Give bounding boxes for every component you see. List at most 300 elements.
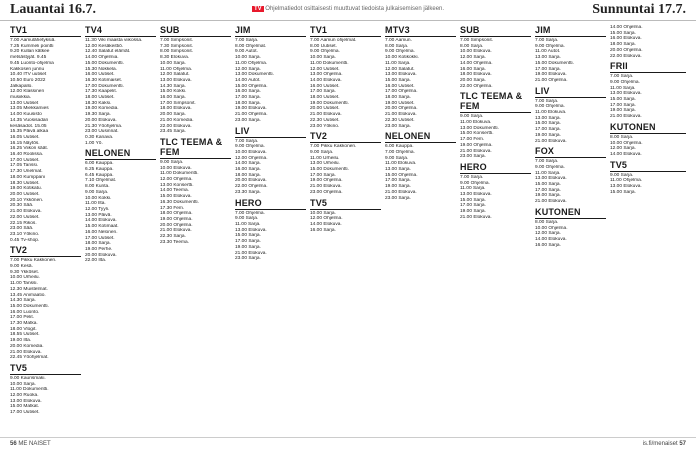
program-entry: 7.00 Ohjelma.: [235, 210, 265, 216]
program-entry: 14.35 Vuosisadan: [10, 117, 49, 123]
program-entry: 12.00 Kesäkeittiö.: [85, 43, 124, 49]
program-entry: 12.00 Ohjelma.: [160, 177, 193, 183]
channel-block: [610, 122, 686, 158]
program-entry: 22.00 Elokuva.: [160, 123, 192, 129]
program-entry: 18.00 Elokuva.: [460, 72, 492, 78]
program-entry: 23.00 Sarja.: [385, 123, 411, 129]
program-entry: 17.00 Sarja.: [535, 66, 561, 72]
program-entry: 15.00 Kotimaat.: [85, 224, 119, 230]
program-entry: 9.00 Ohjelma.: [535, 43, 565, 49]
program-entry: 10.40 ITV uutiset: [10, 72, 47, 78]
program-entry: 13.00 Elokuva.: [385, 72, 417, 78]
program-entry: 10.50 Euro 2022: [10, 77, 46, 83]
program-entry: 7.00 Pikku Kakkonen.: [310, 144, 357, 150]
program-entry: 18.00 Sarja.: [385, 95, 411, 101]
program-entry: 14.30 Sarja.: [160, 83, 186, 89]
program-entry: 17.00 Sarja.: [385, 178, 411, 184]
program-entry: 6.00 Kauppa.: [85, 161, 114, 167]
program-entry: 19.00 Perhe.: [85, 246, 113, 252]
program-entry: 8.00 Sarja.: [385, 43, 409, 49]
program-entry: 13.00 Päivä.: [85, 212, 112, 218]
channel-block: [10, 245, 81, 361]
program-entry: 19.00 Sarja.: [385, 184, 411, 190]
channel-block: [10, 25, 81, 243]
program-entry: 21.00 Ohjelma.: [235, 112, 268, 118]
program-entry: 7.00 Pikku Kakkonen.: [10, 258, 57, 264]
program-entry: 21.30 Yöohjelma.: [85, 123, 123, 129]
program-entry: 17.00 Uutiset.: [85, 235, 115, 241]
program-entry: 16.30 Dokumentti.: [160, 199, 199, 205]
program-entry: 9.00 Autot.: [235, 49, 258, 55]
program-entry: 7.30 Simpsonit.: [160, 43, 194, 49]
program-entry: 23.00 Sarja.: [235, 117, 261, 123]
program-entry: 20.00 Ohjelma.: [160, 222, 193, 228]
program-entry: 14.30 Sarja.: [10, 298, 36, 304]
program-entry: 11.00 Ilta.: [85, 201, 106, 207]
program-entry: 11.00 Dokumentti.: [310, 60, 349, 66]
program-entry: 17.00 Uutiset.: [10, 157, 40, 163]
listing-column: [310, 25, 381, 235]
program-entry: 17.00 Fem.: [460, 137, 485, 143]
program-entry: 13.00 Elokuva.: [235, 227, 267, 233]
channel-block: [535, 207, 606, 249]
program-entry: 8.00 Uutiset.: [310, 43, 337, 49]
program-entry: 21.00 Elokuva.: [385, 112, 417, 118]
program-entry: 20.00 Komedia.: [10, 343, 44, 349]
program-entry: 17.00 Uutiset.: [10, 410, 40, 416]
program-entry: 19.00 Ohjelma.: [310, 178, 343, 184]
program-entry: 14.00 Elokuva.: [535, 236, 567, 242]
program-entry: 17.00 Ohjelma.: [385, 89, 418, 95]
program-entry: 6.25 Kauppa.: [85, 167, 114, 173]
program-entry: 10.00 Sarja.: [310, 55, 336, 61]
channel-name: JIM: [235, 25, 306, 37]
program-entry: 15.00 Ohjelma.: [385, 172, 418, 178]
program-entry: 13.00 Elokuva.: [610, 184, 642, 190]
program-entry: 19.00 Elokuva.: [535, 72, 567, 78]
program-entry: 16.00 Nelonen.: [85, 229, 118, 235]
channel-block: [235, 25, 306, 124]
program-entry: 22.45 Yöohjelmat.: [10, 355, 49, 361]
program-entry: 11.00 Sarja.: [610, 85, 636, 91]
program-entry: 23.30 Sarja.: [235, 189, 261, 195]
program-entry: 9.00 Ohjelma.: [535, 104, 565, 110]
program-entry: 17.00 Sarja.: [235, 95, 261, 101]
tv-tag: TV: [253, 6, 262, 12]
program-entry: 7.00 Sarja.: [610, 74, 634, 80]
program-entry: 22.00 Ilta.: [85, 258, 107, 264]
channel-name: HERO: [460, 162, 531, 174]
program-entry: 11.00 Dokumentti.: [10, 387, 49, 393]
program-entry: 23.00 Uusinnat.: [85, 129, 119, 135]
channel-name: TV4: [85, 25, 156, 37]
program-entry: 13.00 Urheilu.: [310, 161, 340, 167]
program-entry: 21.00 Elokuva.: [160, 228, 192, 234]
program-entry: 18.00 Sarja.: [610, 42, 636, 48]
program-entry: 16.00 Sarja.: [460, 66, 486, 72]
program-entry: 9.00 Ohjelma.: [535, 164, 565, 170]
program-entry: 15.00 Konsertti.: [460, 131, 494, 137]
program-entry: Kakkosen junnu: [10, 66, 45, 72]
channel-block: [610, 25, 686, 59]
program-entry: 20.00 Sarja.: [460, 77, 486, 83]
program-entry: 15.00 Dokumentti.: [310, 167, 349, 173]
program-entry: 18.00 Sarja.: [235, 172, 261, 178]
listing-column: [160, 25, 231, 248]
program-entry: 23.00 Sarja.: [460, 154, 486, 160]
program-entry: 11.00 Ohjelma.: [235, 60, 268, 66]
program-entry: 21.00 Elokuva.: [460, 148, 492, 154]
program-entry: 19.00 Sarja.: [235, 244, 261, 250]
program-entry: 16.00 Sarja.: [235, 167, 261, 173]
program-entry: 11.00 Sarja.: [535, 170, 561, 176]
program-entry: 11.00 Sarja.: [460, 186, 486, 192]
channel-block: [460, 91, 531, 160]
program-entry: 8.00 Sarja.: [460, 43, 484, 49]
program-entry: 15.00 Sarja.: [535, 121, 561, 127]
program-entry: 18.00 Uutiset.: [85, 95, 115, 101]
program-entry: 17.00 Sarja.: [310, 172, 336, 178]
program-entry: 19.00 Elokuva.: [235, 106, 267, 112]
program-entry: 16.15 Näytös.: [10, 140, 40, 146]
program-entry: 11.00 Sarja.: [235, 221, 261, 227]
program-entry: 20.00 Elokuva.: [85, 252, 117, 258]
channel-name: TV5: [10, 363, 81, 375]
program-entry: 10.00 Ohjelma.: [610, 140, 643, 146]
program-entry: 22.30 Uutiset.: [310, 117, 340, 123]
program-entry: 15.00 Sarja.: [235, 233, 261, 239]
program-entry: 21.00 Elokuva.: [310, 184, 342, 190]
program-entry: 18.30 Kaksi.: [85, 100, 112, 106]
program-entry: 7.00 Aamulähetyksiä.: [10, 38, 56, 43]
program-entry: 14.00 Ohjelma.: [610, 25, 643, 30]
program-entry: 16.00 Elokuva.: [610, 36, 642, 42]
program-entry: 18.00 Kumppani: [10, 174, 45, 180]
channel-block: [385, 25, 456, 129]
program-entry: 14.00 Elokuva.: [610, 151, 642, 157]
program-entry: 17.30 Fem.: [160, 205, 185, 211]
program-entry: 13.00 Ohjelma.: [310, 72, 343, 78]
program-entry: 21.00 Elokuva.: [385, 189, 417, 195]
channel-block: [460, 25, 531, 89]
program-entry: 23.00 Sää.: [10, 226, 34, 232]
channel-name: TV5: [310, 198, 381, 210]
channel-block: [535, 25, 606, 84]
program-entry: 9.00 Kesä.: [10, 264, 33, 270]
program-entry: 15.35 Päivä alkaa: [10, 129, 49, 135]
channel-block: [310, 25, 381, 129]
program-entry: 11.00 Ohjelma.: [610, 178, 643, 184]
channel-block: [385, 131, 456, 201]
page-footer: [0, 437, 696, 450]
program-entry: 22.00 Elokuva.: [610, 53, 642, 59]
program-entry: 11.00 Ohjelma.: [160, 66, 193, 72]
channel-block: [460, 162, 531, 221]
program-entry: 19.00 Sarja.: [535, 132, 561, 138]
program-entry: 15.00 Elokuva.: [160, 194, 192, 200]
program-entry: 23.00 Sarja.: [385, 195, 411, 201]
program-entry: 8.00 Kunta.: [85, 184, 110, 190]
program-entry: 16.00 Uutiset.: [385, 83, 415, 89]
program-entry: 18.00 Sarja.: [85, 241, 111, 247]
channel-name: LIV: [535, 86, 606, 98]
program-entry: 14.00 Teema.: [160, 188, 189, 194]
program-entry: 9.00 Kaurismaki.: [10, 375, 46, 381]
program-entry: 14.00 Sarja.: [235, 161, 261, 167]
program-entry: 7.00 Sarja.: [535, 159, 559, 165]
program-entry: 17.00 Sarja.: [535, 187, 561, 193]
program-entry: 10.00 Elokuva.: [235, 149, 267, 155]
program-entry: 10.00 Sarja.: [160, 60, 186, 66]
program-entry: 16.00 Uutiset.: [85, 72, 115, 78]
program-entry: 16.00 Sarja.: [310, 227, 336, 233]
channel-block: [160, 25, 231, 135]
program-entry: 9.00 Ohjelma.: [235, 144, 265, 150]
channel-name: SUB: [460, 25, 531, 37]
magazine-name: ME NAISET: [18, 441, 51, 447]
channel-block: [85, 148, 156, 264]
program-entry: 17.00 Dokumentti.: [85, 83, 124, 89]
listing-column: [385, 25, 456, 203]
program-entry: 19.30 Sarja.: [85, 112, 111, 118]
program-entry: 13.00 Sarja.: [535, 55, 561, 61]
program-entry: 17.00 Pelit.: [10, 315, 35, 321]
header-note: [198, 6, 498, 12]
program-entry: 21.00 Elokuva.: [10, 209, 42, 215]
program-entry: 12.00 Ohjelma.: [235, 155, 268, 161]
channel-name: SUB: [160, 25, 231, 37]
program-entry: 9.00 Sarja.: [385, 155, 409, 161]
program-entry: 10.00 Kotikokki.: [385, 55, 419, 61]
site-url: is.fi/menaiset: [642, 441, 678, 447]
program-entry: 12.00 Tyyli.: [85, 206, 110, 212]
program-entry: 17.00 Sarja.: [235, 239, 261, 245]
program-entry: 9.00 Sarja.: [610, 172, 634, 178]
program-entry: 11.00 Tanssi.: [10, 281, 38, 287]
program-entry: 13.00 Elokuva.: [10, 398, 42, 404]
program-entry: 7.00 Simpsonit.: [160, 38, 194, 43]
program-entry: 18.00 Ohjelma.: [160, 211, 193, 217]
program-entry: 13.00 Elokuva.: [610, 91, 642, 97]
program-entry: 15.30 Nokkela.: [85, 66, 117, 72]
program-entry: 11.00 Elokuva.: [460, 120, 492, 126]
program-entry: 19.00 Sarja.: [460, 209, 486, 215]
channel-name: MTV3: [385, 25, 456, 37]
program-entry: Jalkapallo.: [10, 83, 33, 89]
footer-left: [10, 441, 51, 447]
program-entry: 21.00 Elokuva.: [610, 114, 642, 120]
program-entry: 17.30 Kaapelit.: [85, 89, 118, 95]
channel-name: JIM: [535, 25, 606, 37]
program-entry: 21.00 Elokuva.: [10, 349, 42, 355]
program-entry: 18.00 Uutiset.: [310, 95, 340, 101]
channel-name: LIV: [235, 126, 306, 138]
channel-block: [10, 363, 81, 416]
program-entry: 16.00 Sarja.: [160, 95, 186, 101]
program-entry: 13.00 Sarja.: [535, 115, 561, 121]
program-entry: 14.00 Elokuva.: [310, 221, 342, 227]
program-entry: 18.00 Sarja.: [235, 100, 261, 106]
program-entry: 20.10 Ykkönen.: [10, 197, 44, 203]
program-entry: 7.00 Sarja.: [235, 38, 259, 43]
right-page-number: 57: [679, 441, 686, 447]
program-entry: 11.30 Viki maasta viikossa.: [85, 38, 143, 43]
program-entry: 22.30 Uutiset.: [385, 117, 415, 123]
program-entry: 17.30 Matka.: [10, 321, 38, 327]
program-entry: 9.00 Ohjelma.: [460, 180, 490, 186]
footer-right: [643, 441, 686, 447]
program-entry: 15.00 Sarja.: [460, 197, 486, 203]
channel-block: [235, 198, 306, 262]
program-entry: 7.00 Simpsonit.: [460, 38, 494, 43]
program-entry: 16.00 Sarja.: [535, 242, 561, 248]
program-entry: 15.00 Dokumentti.: [10, 303, 49, 309]
program-entry: 7.25 Kummeli pointti: [10, 43, 54, 49]
program-entry: 18.00 Elokuva.: [160, 106, 192, 112]
program-entry: 7.00 Sarja.: [235, 138, 259, 144]
program-entry: 11.00 Dokumentti.: [160, 171, 199, 177]
program-entry: 15.00 Sarja.: [610, 189, 636, 195]
program-entry: 10.00 Urheilu.: [10, 275, 40, 281]
program-entry: 12.00 Salatut.: [385, 66, 415, 72]
program-entry: 8.30 Elokuva.: [160, 55, 190, 61]
program-entry: 22.30 Sarja.: [160, 234, 186, 240]
program-entry: 15.00 Kokki.: [160, 89, 187, 95]
program-entry: 14.00 Ohjelma.: [460, 60, 493, 66]
program-entry: 16.00 Sarja.: [235, 89, 261, 95]
program-entry: 12.00 Sarja.: [610, 146, 636, 152]
program-entry: 14.00 Kuusisto: [10, 112, 42, 118]
program-entry: 15.00 Sarja.: [535, 182, 561, 188]
program-entry: 9.00 Sarja.: [160, 159, 184, 165]
program-entry: 7.00 Ohjelma.: [385, 149, 415, 155]
program-entry: 20.00 Elokuva.: [235, 178, 267, 184]
program-entry: 13.00 Elokuva.: [535, 176, 567, 182]
channel-block: [610, 61, 686, 120]
program-entry: 21.00 Komedia.: [160, 117, 194, 123]
program-entry: 7.00 Sarja.: [535, 38, 559, 43]
program-entry: 21.00 Elokuva.: [535, 138, 567, 144]
channel-name: FRII: [610, 61, 686, 73]
program-entry: 19.00 Komedia.: [85, 106, 119, 112]
program-entry: 22.15 Rikos.: [10, 220, 37, 226]
program-entry: 21.00 Ohjelma.: [535, 77, 568, 83]
program-entry: 7.00 Sarja.: [535, 98, 559, 104]
program-entry: 9.00 Ohjelma.: [310, 49, 340, 55]
channel-name: TV2: [10, 245, 81, 257]
program-entry: 11.00 Urheilu.: [310, 155, 340, 161]
program-entry: 15.00 Sarja.: [385, 77, 411, 83]
program-entry: 15.00 Matkat.: [10, 404, 40, 410]
program-entry: 11.00 Autot.: [535, 49, 561, 55]
program-entry: 19.00 Ohjelma.: [460, 142, 493, 148]
program-entry: 23.00 Sarja.: [235, 256, 261, 262]
program-entry: 15.00 Dokumentti.: [85, 60, 124, 66]
program-entry: 23.30 Teema.: [160, 239, 189, 245]
program-entry: 12.00 Sarja.: [460, 55, 486, 61]
listing-column: [535, 25, 606, 250]
channel-block: [610, 160, 686, 196]
program-entry: 7.00 Sarja.: [460, 174, 484, 180]
channel-name: NELONEN: [85, 148, 156, 160]
listing-column: [235, 25, 306, 264]
channel-block: [310, 198, 381, 234]
listing-column: [10, 25, 81, 418]
program-entry: 16.25 Viikon säät.: [10, 146, 49, 152]
channel-name: TV5: [610, 160, 686, 172]
channel-name: TLC TEEMA & FEM: [460, 91, 531, 113]
program-entry: 16.05 Uutiset.: [10, 134, 40, 140]
program-entry: 23.00 Yökino.: [310, 123, 340, 129]
channel-name: NELONEN: [385, 131, 456, 143]
program-entry: 13.00 Dokumentti.: [460, 125, 499, 131]
program-entry: 8.00 Ohjelmat.: [235, 43, 267, 49]
program-entry: 13.05 Miekkamies: [10, 106, 49, 112]
channel-name: TV1: [10, 25, 81, 37]
program-entry: 9.45 Luonto-ohjelma: [10, 60, 54, 66]
program-entry: 19.00 Dokumentti.: [310, 100, 349, 106]
program-entry: 18.30 Uutiset.: [10, 180, 40, 186]
program-entry: 7.00 Aamun.: [385, 38, 412, 43]
program-entry: 6.45 Kauppa.: [85, 172, 114, 178]
program-entry: 20.00 Uutiset.: [310, 106, 340, 112]
program-entry: 14.00 Elokuva.: [85, 218, 117, 224]
program-entry: 10.00 Ohjelma.: [535, 225, 568, 231]
program-entry: 12.00 Ruoka.: [10, 393, 39, 399]
program-entry: 11.00 Sarja.: [385, 60, 411, 66]
header-note-text: Ohjelmatiedot osittaisesti muuttuvat tiedoista julkaisemisen jälkeen.: [265, 6, 445, 12]
program-entry: 16.30 Kotimaiset.: [85, 77, 123, 83]
program-entry: 10.00 Sarja.: [310, 210, 336, 216]
listing-column: [85, 25, 156, 266]
program-entry: 12.00 Ohjelma.: [310, 216, 343, 222]
program-entry: 21.00 Elokuva.: [310, 112, 342, 118]
channel-name: TV2: [310, 131, 381, 143]
program-entry: 20.00 Sarja.: [160, 112, 186, 118]
channel-block: [535, 86, 606, 145]
program-entry: 20.00 Uutiset.: [10, 191, 40, 197]
program-entry: 19.00 Ohjelma.: [160, 216, 193, 222]
listing-column: [460, 25, 531, 223]
program-entry: 12.00 Sarja.: [235, 66, 261, 72]
program-entry: 10.00 Sarja.: [10, 381, 36, 387]
channel-block: [235, 126, 306, 196]
program-entry: 23.10 Yökino.: [10, 231, 40, 237]
program-entry: 7.10 Ohjelmat.: [85, 178, 117, 184]
program-entry: metsästyjät. 9.45: [10, 55, 47, 61]
program-entry: 22.00 Ohjelma.: [460, 83, 493, 89]
channel-block: [85, 25, 156, 146]
program-entry: 16.00 Uutiset.: [310, 83, 340, 89]
program-entry: 11.00 Elokuva.: [385, 161, 417, 167]
page-header: [0, 0, 696, 21]
program-entry: 21.00 Elokuva.: [535, 199, 567, 205]
program-entry: 9.00 Sarja.: [310, 149, 334, 155]
program-entry: 20.00 Elokuva.: [85, 117, 117, 123]
program-entry: 9.00 Sarja.: [85, 189, 109, 195]
program-entry: 15.00 Sarja.: [610, 97, 636, 103]
program-entry: 7.00 Aamun ohjelmat.: [310, 38, 357, 43]
program-entry: 17.00 Sarja.: [610, 102, 636, 108]
program-entry: 13.45 Animaatio.: [10, 292, 46, 298]
program-entry: 10.00 Kokki.: [85, 195, 112, 201]
program-entry: 1.00 Yö.: [85, 140, 103, 146]
program-entry: 18.55 Uutiset.: [10, 332, 40, 338]
program-entry: 9.00 Sarja.: [460, 114, 484, 120]
program-entry: 10.00 Sarja.: [235, 55, 261, 61]
program-entry: 8.00 Sarja.: [610, 134, 634, 140]
channel-name: KUTONEN: [535, 207, 606, 219]
